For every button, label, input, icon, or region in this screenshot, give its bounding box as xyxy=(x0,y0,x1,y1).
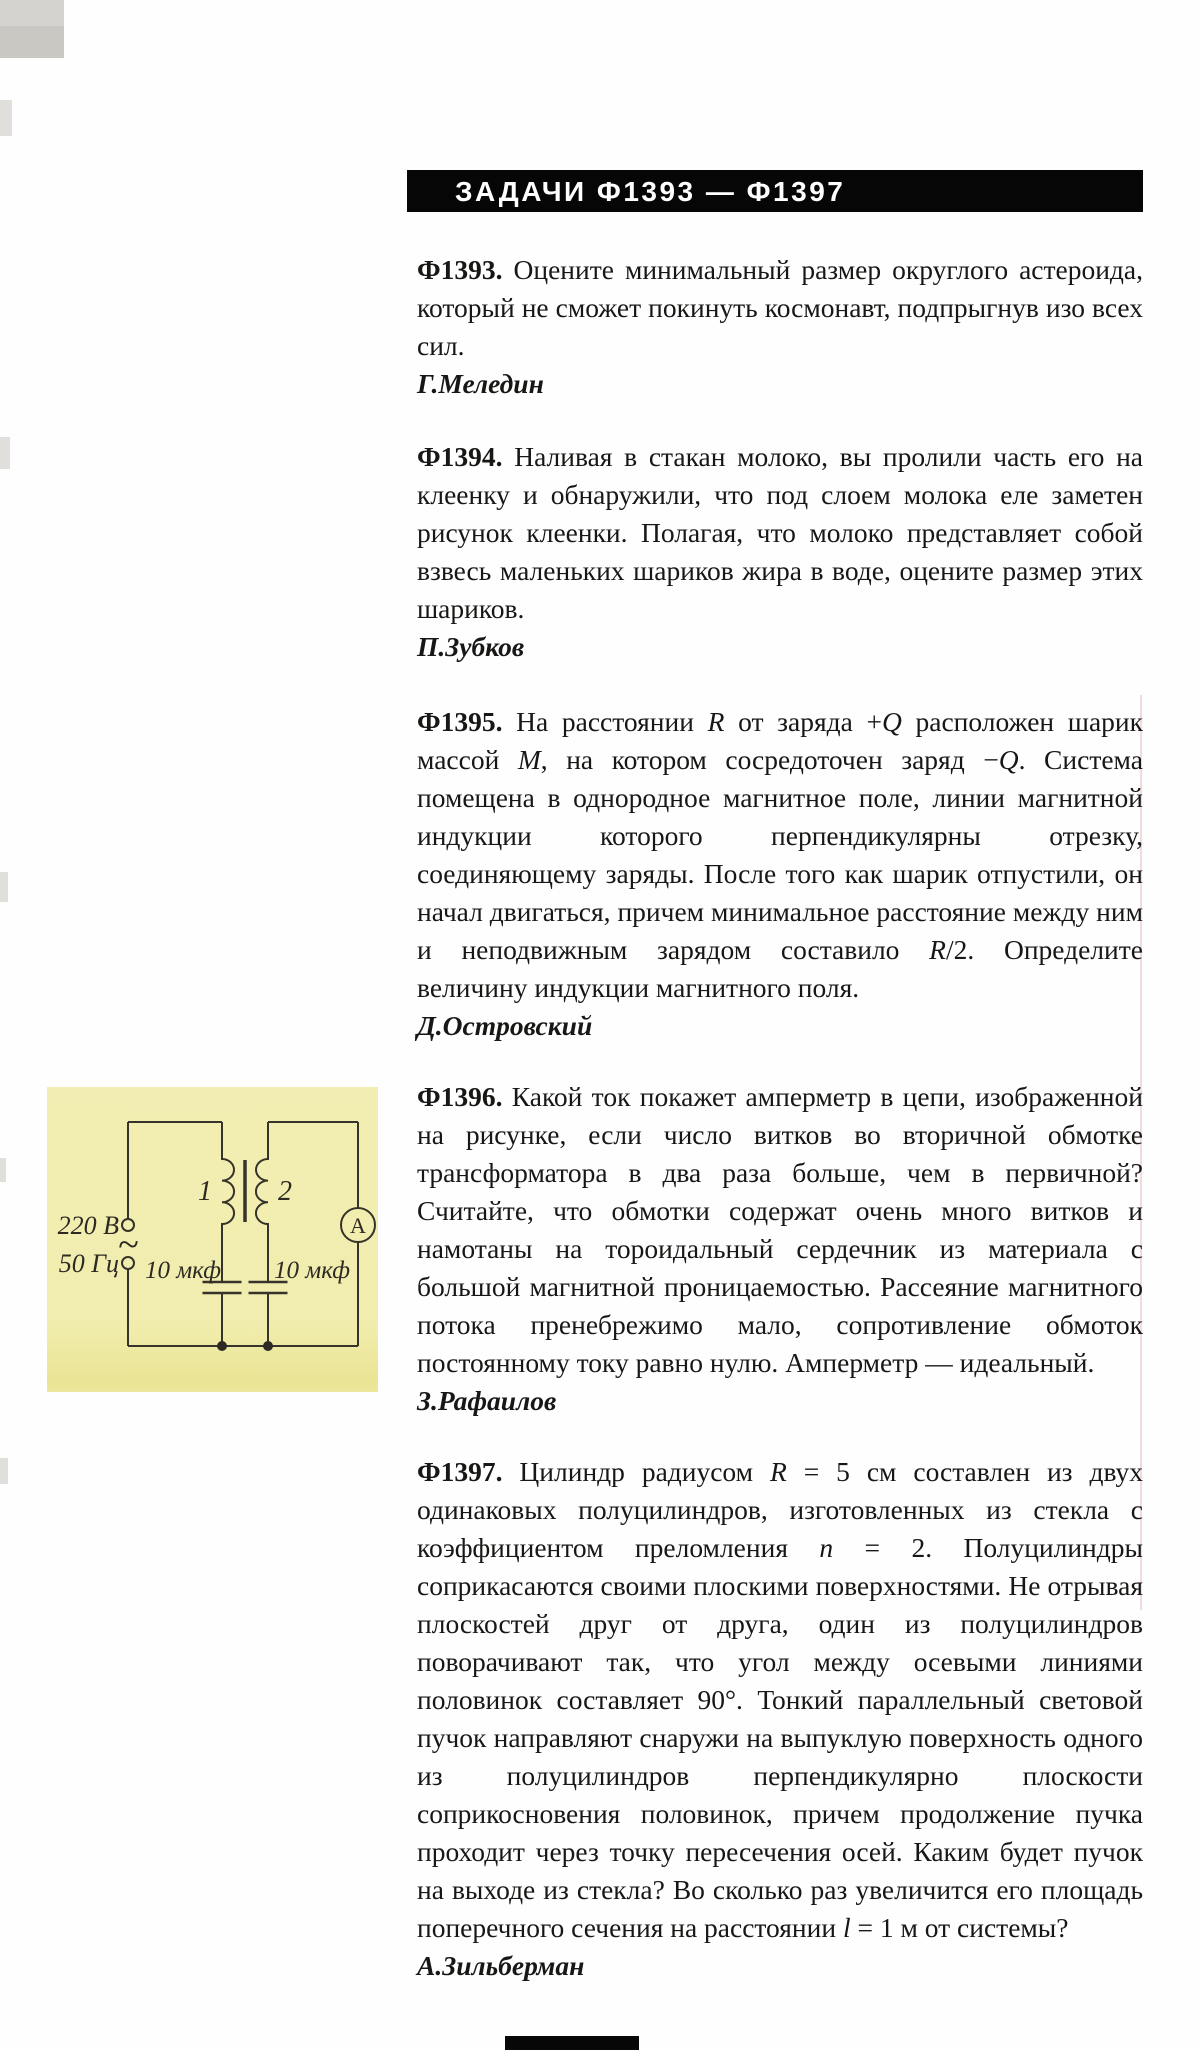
problem-f1397 xyxy=(417,1453,1143,1985)
scan-smudge xyxy=(0,1158,6,1182)
text-segment: = 5 см составлен из двух одинаковых полуцилиндров, изготовленных из стекла с коэффициентом преломления xyxy=(417,1456,1143,1563)
label-capacitor2: 10 мкф xyxy=(274,1257,351,1284)
text-segment: R xyxy=(929,934,946,965)
circuit-diagram-figure xyxy=(47,1087,378,1392)
scan-smudge xyxy=(0,437,10,469)
text-segment: Оцените минимальный размер округлого астероида, который не сможет покинуть космонавт, подпрыгнув изо всех сил. xyxy=(417,254,1143,361)
problem-f1393 xyxy=(417,251,1143,403)
text-segment: На расстоянии xyxy=(516,706,708,737)
text-segment: Q xyxy=(881,706,902,737)
text-segment: от заряда + xyxy=(724,706,882,737)
label-source-frequency: 50 Гц xyxy=(58,1249,119,1278)
problem-f1395-text xyxy=(417,703,1143,1007)
text-segment: расположен шарик массой xyxy=(417,706,1143,775)
problem-f1396-text xyxy=(417,1078,1143,1382)
scan-smudge xyxy=(0,1458,8,1484)
text-segment: Ф1394. xyxy=(417,441,515,472)
junction-dot-2 xyxy=(263,1341,273,1351)
text-segment: . Система помещена в однородное магнитное поле, линии магнитной индукции которого перпендикулярны отрезку, соединяющему заряды. После того как шарик отпустили, он начал двигаться, причем минимальное расстояние между ним и неподвижным зарядом составило xyxy=(417,744,1143,965)
text-segment: M xyxy=(517,744,541,775)
scan-smudge xyxy=(0,872,8,902)
text-segment: l xyxy=(842,1912,851,1943)
text-segment: Наливая в стакан молоко, вы пролили часть его на клеенку и обнаружили, что под слоем молока еле заметен рисунок клеенки. Полагая, что молоко представляет собой взвесь маленьких шариков жира в воде, оцените размер этих шариков. xyxy=(417,441,1143,624)
text-segment: Ф1396. xyxy=(417,1081,512,1112)
text-segment: Ф1397. xyxy=(417,1456,520,1487)
label-secondary-winding: 2 xyxy=(278,1176,292,1207)
text-segment: Ф1393. xyxy=(417,254,514,285)
text-segment: Q xyxy=(998,744,1019,775)
scan-corner-artifact xyxy=(0,0,64,58)
problem-f1397-text xyxy=(417,1453,1143,1947)
section-header-title: ЗАДАЧИ Ф1393 — Ф1397 xyxy=(455,176,846,207)
text-segment: n xyxy=(819,1532,834,1563)
transformer-circuit-svg xyxy=(47,1087,378,1392)
label-primary-winding: 1 xyxy=(198,1176,212,1207)
problem-f1396 xyxy=(417,1078,1143,1420)
junction-dot-1 xyxy=(217,1341,227,1351)
problem-f1395 xyxy=(417,703,1143,1045)
problem-f1394-text xyxy=(417,438,1143,628)
ac-tilde-symbol: ~ xyxy=(117,1224,139,1266)
problem-f1393-text xyxy=(417,251,1143,365)
text-segment: Какой ток покажет амперметр в цепи, изображенной на рисунке, если число витков во вторичной обмотке трансформатора в два раза больше, чем в первичной? Считайте, что обмотки содержат очень много витков и намотаны на тороидальный сердечник из материала с большой магнитной проницаемостью. Рассеяние магнитного потока пренебрежимо мало, сопротивление обмоток постоянному току равно нулю. Амперметр — идеальный. xyxy=(417,1081,1143,1378)
text-segment: /2. Определите величину индукции магнитного поля. xyxy=(417,934,1144,1003)
primary-coil-icon xyxy=(222,1122,234,1282)
text-segment: Цилиндр радиусом xyxy=(519,1456,770,1487)
text-segment: R xyxy=(770,1456,787,1487)
problem-f1396-author: З.Рафаилов xyxy=(417,1385,557,1416)
text-segment: , на котором сосредоточен заряд − xyxy=(540,744,999,775)
secondary-coil-icon xyxy=(256,1122,268,1282)
scan-smudge xyxy=(0,100,12,136)
problem-f1395-author: Д.Островский xyxy=(417,1010,593,1041)
label-source-voltage: 220 В xyxy=(57,1211,119,1240)
problem-f1394-author: П.Зубков xyxy=(417,631,525,662)
scan-bottom-black-mark xyxy=(505,2036,639,2050)
text-segment: Ф1395. xyxy=(417,706,517,737)
section-header-bar xyxy=(407,170,1143,212)
problem-f1397-author: А.Зильберман xyxy=(417,1950,585,1981)
text-segment: = 2. Полуцилиндры соприкасаются своими плоскими поверхностями. Не отрывая плоскостей друг от друга, один из полуцилиндров поворачивают так, что угол между осевыми линиями половинок составляет 90°. Тонкий параллельный световой пучок направляют снаружи на выпуклую поверхность одного из полуцилиндров перпендикулярно плоскости соприкосновения половинок, причем продолжение пучка проходит через точку пересечения осей. Каким будет пучок на выходе из стекла? Во сколько раз увеличится его площадь поперечного сечения на расстоянии xyxy=(417,1532,1143,1943)
label-capacitor1: 10 мкф xyxy=(144,1257,221,1284)
text-segment: R xyxy=(707,706,725,737)
label-ammeter: А xyxy=(350,1213,366,1238)
problem-f1393-author: Г.Меледин xyxy=(417,368,544,399)
problem-f1394 xyxy=(417,438,1143,666)
scan-corner-artifact-light xyxy=(0,0,64,26)
text-segment: = 1 м от системы? xyxy=(850,1912,1069,1943)
